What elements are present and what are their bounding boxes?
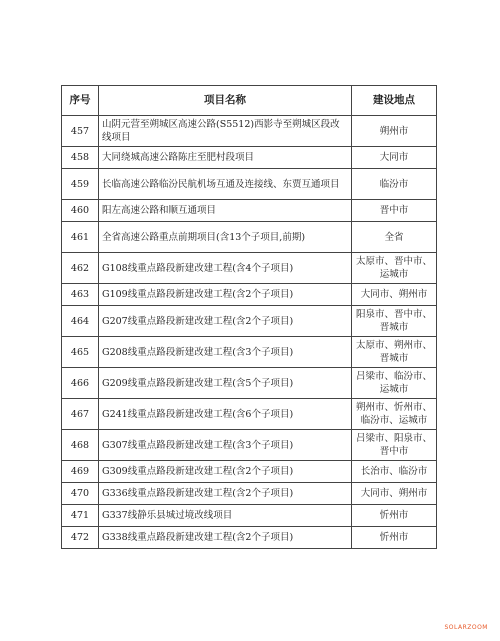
- row-location: 临汾市: [352, 169, 437, 200]
- row-project-name: G307线重点路段新建改建工程(含3个子项目): [99, 430, 352, 461]
- table-header-row: [62, 86, 437, 116]
- row-location: 吕梁市、临汾市、运城市: [352, 368, 437, 399]
- row-number: 459: [62, 169, 99, 200]
- row-project-name: 阳左高速公路和顺互通项目: [99, 200, 352, 222]
- row-project-name: G109线重点路段新建改建工程(含2个子项目): [99, 284, 352, 306]
- table-row: [62, 306, 437, 337]
- header-number: 序号: [62, 86, 99, 116]
- table-row: [62, 399, 437, 430]
- row-location: 朔州市: [352, 116, 437, 147]
- table-row: [62, 337, 437, 368]
- table-row: [62, 200, 437, 222]
- row-number: 461: [62, 222, 99, 253]
- row-project-name: G108线重点路段新建改建工程(含4个子项目): [99, 253, 352, 284]
- row-number: 460: [62, 200, 99, 222]
- row-project-name: G336线重点路段新建改建工程(含2个子项目): [99, 483, 352, 505]
- row-location: 太原市、朔州市、晋城市: [352, 337, 437, 368]
- row-location: 长治市、临汾市: [352, 461, 437, 483]
- row-number: 469: [62, 461, 99, 483]
- row-project-name: 大同绕城高速公路陈庄至肥村段项目: [99, 147, 352, 169]
- table-row: [62, 368, 437, 399]
- row-number: 457: [62, 116, 99, 147]
- row-location: 晋中市: [352, 200, 437, 222]
- table-row: [62, 284, 437, 306]
- row-number: 464: [62, 306, 99, 337]
- header-location: 建设地点: [352, 86, 437, 116]
- row-number: 465: [62, 337, 99, 368]
- row-number: 470: [62, 483, 99, 505]
- table-row: [62, 505, 437, 527]
- row-location: 大同市、朔州市: [352, 284, 437, 306]
- row-project-name: 全省高速公路重点前期项目(含13个子项目,前期): [99, 222, 352, 253]
- row-project-name: 山阴元营至朔城区高速公路(S5512)西影寺至朔城区段改线项目: [99, 116, 352, 147]
- table-row: [62, 147, 437, 169]
- row-location: 忻州市: [352, 505, 437, 527]
- row-number: 462: [62, 253, 99, 284]
- row-number: 468: [62, 430, 99, 461]
- row-project-name: G337线静乐县城过境改线项目: [99, 505, 352, 527]
- header-project-name: 项目名称: [99, 86, 352, 116]
- row-project-name: G207线重点路段新建改建工程(含2个子项目): [99, 306, 352, 337]
- table-row: [62, 169, 437, 200]
- table-row: [62, 483, 437, 505]
- row-location: 阳泉市、晋中市、晋城市: [352, 306, 437, 337]
- table-row: [62, 527, 437, 549]
- table-row: [62, 461, 437, 483]
- row-number: 458: [62, 147, 99, 169]
- row-project-name: 长临高速公路临汾民航机场互通及连接线、东贾互通项目: [99, 169, 352, 200]
- row-number: 467: [62, 399, 99, 430]
- row-location: 大同市: [352, 147, 437, 169]
- row-location: 全省: [352, 222, 437, 253]
- row-number: 466: [62, 368, 99, 399]
- table-row: [62, 430, 437, 461]
- row-location: 吕梁市、阳泉市、晋中市: [352, 430, 437, 461]
- row-project-name: G338线重点路段新建改建工程(含2个子项目): [99, 527, 352, 549]
- table-row: [62, 116, 437, 147]
- table-row: [62, 222, 437, 253]
- row-number: 472: [62, 527, 99, 549]
- row-number: 463: [62, 284, 99, 306]
- row-project-name: G209线重点路段新建改建工程(含5个子项目): [99, 368, 352, 399]
- row-location: 忻州市: [352, 527, 437, 549]
- project-table: [61, 85, 437, 549]
- row-project-name: G241线重点路段新建改建工程(含6个子项目): [99, 399, 352, 430]
- row-location: 太原市、晋中市、运城市: [352, 253, 437, 284]
- watermark-logo: SOLARZOOM: [444, 624, 488, 631]
- row-project-name: G208线重点路段新建改建工程(含3个子项目): [99, 337, 352, 368]
- table-row: [62, 253, 437, 284]
- row-project-name: G309线重点路段新建改建工程(含2个子项目): [99, 461, 352, 483]
- row-location: 大同市、朔州市: [352, 483, 437, 505]
- table-body: [62, 116, 437, 549]
- row-number: 471: [62, 505, 99, 527]
- row-location: 朔州市、忻州市、临汾市、运城市: [352, 399, 437, 430]
